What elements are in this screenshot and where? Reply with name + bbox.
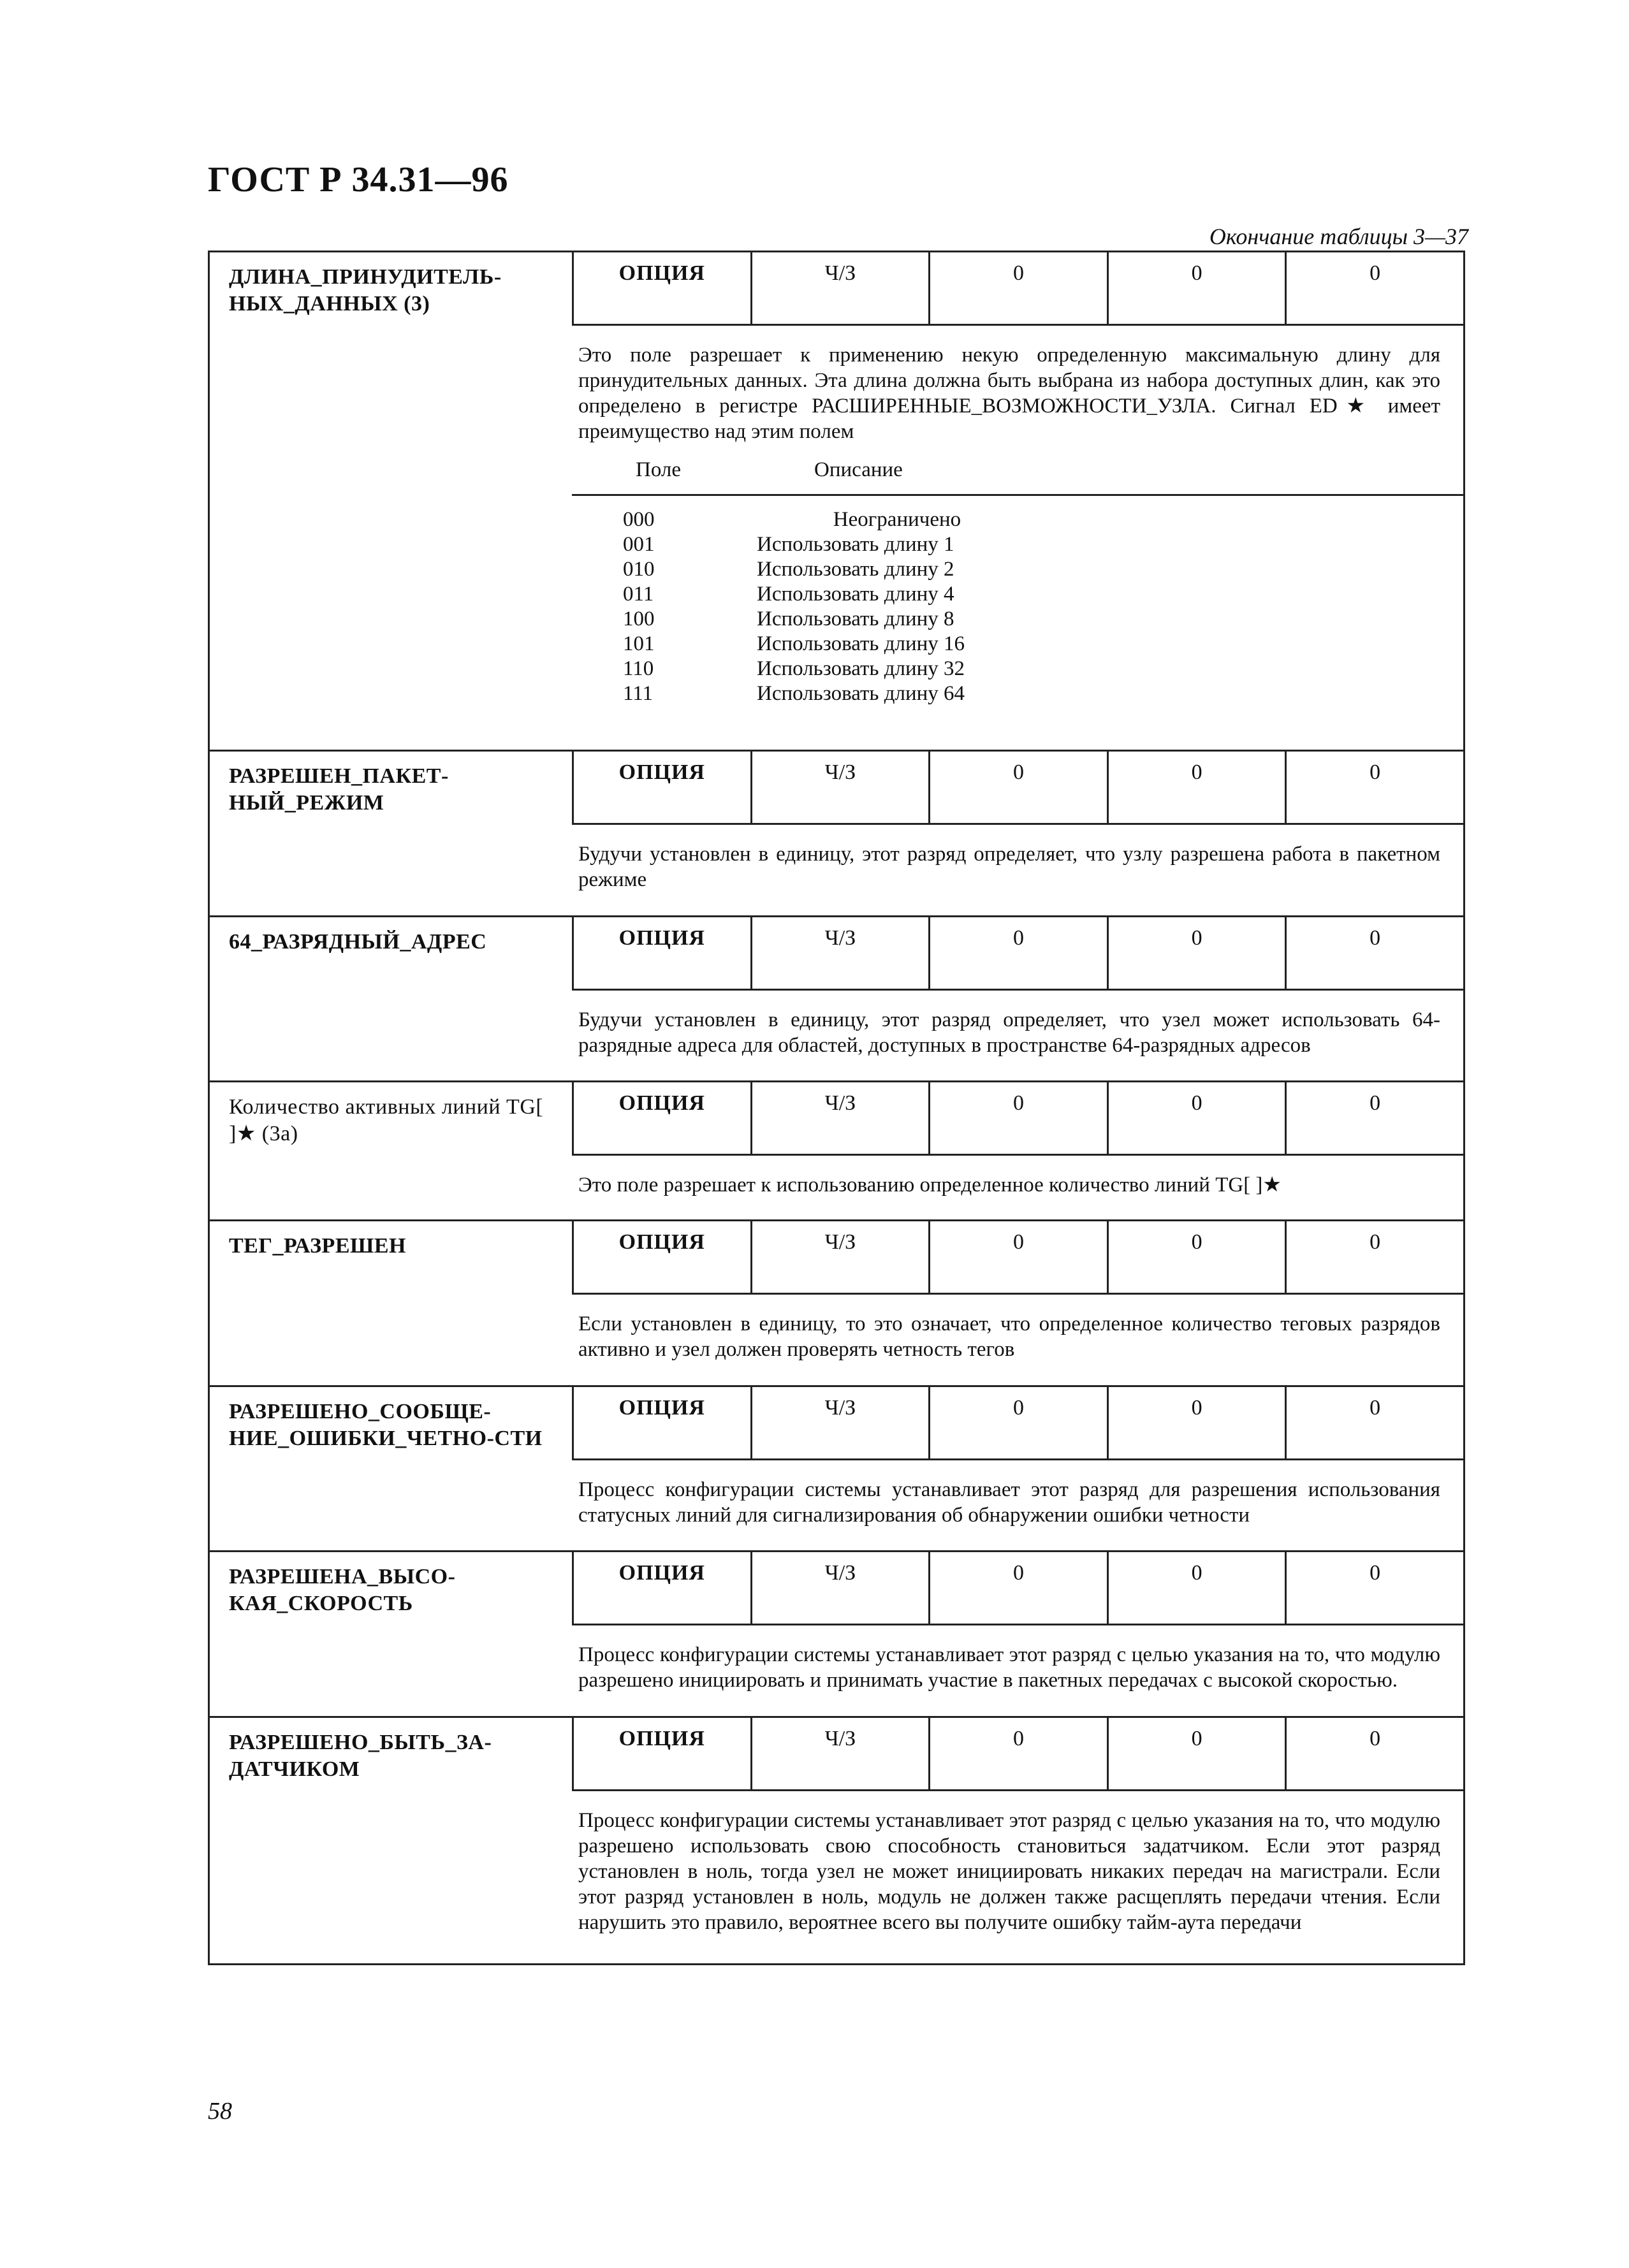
register-name: РАЗРЕШЕНА_ВЫСО-КАЯ_СКОРОСТЬ [209, 1552, 573, 1717]
code-value: 010 [623, 558, 655, 581]
register-description-text: Процесс конфигурации системы устанавливает этот разряд с целью указания на то, что модулю разрешено использовать свою способность становиться задатчиком. Если этот разряд установлен в ноль, тогда узел не может инициировать никаких передач на магистрали. Если этот разряд установлен в ноль, модуль не должен также расщеплять передачи чтения. Если нарушить это правило, вероятнее всего вы получите ошибку тайм-аута передачи [578, 1809, 1440, 1935]
code-meaning: Использовать длину 16 [757, 632, 965, 655]
register-type: ОПЦИЯ [574, 1221, 752, 1293]
code-table-row [578, 681, 1440, 706]
code-table-row [578, 582, 1440, 607]
register-type: ОПЦИЯ [574, 1082, 752, 1154]
register-type: ОПЦИЯ [574, 917, 752, 989]
register-access: Ч/З [752, 1552, 931, 1624]
register-access: Ч/З [752, 252, 931, 324]
register-value-3: 0 [1370, 926, 1381, 950]
register-body [572, 1220, 1465, 1386]
register-value-3: 0 [1370, 760, 1381, 784]
register-access: Ч/З [752, 917, 931, 989]
code-table-head-code: Поле [636, 458, 682, 481]
register-value-2: 0 [1109, 1552, 1287, 1624]
code-value: 011 [623, 583, 654, 606]
register-value-2: 0 [1109, 917, 1287, 989]
code-meaning: Неограничено [833, 508, 961, 531]
register-attributes [572, 752, 1463, 825]
register-row [209, 1082, 1465, 1220]
register-value-1: 0 [930, 252, 1109, 324]
register-access: Ч/З [752, 1082, 931, 1154]
register-body [572, 750, 1465, 916]
code-table-row [578, 557, 1440, 582]
code-table-row [578, 507, 1440, 532]
register-name: ДЛИНА_ПРИНУДИТЕЛЬ-НЫХ_ДАННЫХ (3) [209, 252, 573, 751]
register-row [209, 750, 1465, 916]
register-type: ОПЦИЯ [574, 252, 752, 324]
register-description-text: Процесс конфигурации системы устанавливает этот разряд для разрешения использования статусных линий для сигнализирования об обнаружении ошибки четности [578, 1478, 1440, 1527]
register-row [209, 1220, 1465, 1386]
register-attributes [572, 1082, 1463, 1156]
register-value-2: 0 [1109, 1387, 1287, 1458]
register-access: Ч/З [752, 1221, 931, 1293]
table-continuation-caption: Окончание таблицы 3—37 [1209, 224, 1468, 249]
code-value: 000 [623, 508, 655, 531]
code-meaning: Использовать длину 8 [757, 607, 954, 630]
register-description [572, 1625, 1463, 1706]
code-table-head-desc: Описание [814, 458, 903, 481]
register-value-1: 0 [930, 1387, 1109, 1458]
code-meaning: Использовать длину 2 [757, 558, 954, 581]
register-attributes [572, 1718, 1463, 1791]
register-description-text: Будучи установлен в единицу, этот разряд определяет, что узел может использовать 64-разрядные адреса для областей, доступных в пространстве 64-разрядных адресов [578, 1008, 1440, 1057]
register-description [572, 991, 1463, 1071]
register-body [572, 916, 1465, 1082]
register-value-1: 0 [930, 1552, 1109, 1624]
register-value-2: 0 [1109, 1221, 1287, 1293]
register-attributes [572, 1387, 1463, 1460]
register-name: РАЗРЕШЕН_ПАКЕТ-НЫЙ_РЕЖИМ [209, 750, 573, 916]
register-name: РАЗРЕШЕНО_БЫТЬ_ЗА-ДАТЧИКОМ [209, 1717, 573, 1965]
register-description [572, 1460, 1463, 1541]
code-value: 100 [623, 607, 655, 630]
register-value-2: 0 [1109, 1718, 1287, 1789]
register-value-3: 0 [1370, 1727, 1381, 1751]
register-description-text: Будучи установлен в единицу, этот разряд определяет, что узлу разрешена работа в пакетном режиме [578, 842, 1440, 891]
register-description [572, 326, 1463, 719]
register-type: ОПЦИЯ [574, 752, 752, 823]
register-name: 64_РАЗРЯДНЫЙ_АДРЕС [209, 916, 573, 1082]
code-value: 001 [623, 533, 655, 556]
register-value-3: 0 [1370, 1230, 1381, 1254]
register-value-1: 0 [930, 1718, 1109, 1789]
register-name: Количество активных линий TG[ ]★ (3а) [209, 1082, 573, 1220]
register-attributes [572, 1552, 1463, 1625]
register-body [572, 1717, 1465, 1965]
register-description [572, 1791, 1463, 1948]
register-access: Ч/З [752, 1387, 931, 1458]
register-body [572, 1082, 1465, 1220]
code-table-rule [572, 494, 1463, 496]
code-table-row [578, 607, 1440, 632]
code-value: 111 [623, 682, 654, 705]
register-attributes [572, 252, 1463, 326]
code-table-body [578, 507, 1440, 706]
register-value-1: 0 [930, 917, 1109, 989]
register-value-2: 0 [1109, 752, 1287, 823]
register-row [209, 1552, 1465, 1717]
register-value-3: 0 [1370, 1395, 1381, 1420]
code-table-row [578, 532, 1440, 557]
register-attributes [572, 917, 1463, 991]
register-access: Ч/З [752, 1718, 931, 1789]
code-meaning: Использовать длину 64 [757, 682, 965, 705]
code-table [578, 457, 1440, 706]
code-value: 110 [623, 657, 654, 680]
register-value-3: 0 [1370, 261, 1381, 285]
register-body [572, 252, 1465, 751]
code-meaning: Использовать длину 32 [757, 657, 965, 680]
code-value: 101 [623, 632, 655, 655]
code-table-header [578, 457, 1440, 494]
register-type: ОПЦИЯ [574, 1552, 752, 1624]
register-value-3: 0 [1370, 1561, 1381, 1585]
code-table-row [578, 632, 1440, 657]
code-meaning: Использовать длину 1 [757, 533, 954, 556]
register-access: Ч/З [752, 752, 931, 823]
register-value-2: 0 [1109, 1082, 1287, 1154]
register-row [209, 916, 1465, 1082]
code-table-row [578, 657, 1440, 681]
register-body [572, 1386, 1465, 1552]
register-attributes [572, 1221, 1463, 1295]
register-description [572, 825, 1463, 905]
register-description-text: Если установлен в единицу, то это означает, что определенное количество теговых разрядов активно и узел должен проверять четность тегов [578, 1312, 1440, 1361]
register-name: РАЗРЕШЕНО_СООБЩЕ-НИЕ_ОШИБКИ_ЧЕТНО-СТИ [209, 1386, 573, 1552]
document-header: ГОСТ Р 34.31—96 [208, 160, 509, 200]
register-description-text: Это поле разрешает к использованию определенное количество линий TG[ ]★ [578, 1174, 1282, 1197]
register-row [209, 1386, 1465, 1552]
register-type: ОПЦИЯ [574, 1718, 752, 1789]
register-value-1: 0 [930, 1082, 1109, 1154]
register-value-3: 0 [1370, 1091, 1381, 1116]
register-table [208, 251, 1465, 1965]
register-name: ТЕГ_РАЗРЕШЕН [209, 1220, 573, 1386]
register-description [572, 1156, 1463, 1210]
register-description [572, 1295, 1463, 1375]
page-number: 58 [208, 2098, 232, 2125]
register-value-2: 0 [1109, 252, 1287, 324]
register-body [572, 1552, 1465, 1717]
register-value-1: 0 [930, 1221, 1109, 1293]
register-value-1: 0 [930, 752, 1109, 823]
register-description-text: Это поле разрешает к применению некую определенную максимальную длину для принудительных данных. Эта длина должна быть выбрана из набора доступных длин, как это определено в регистре РАСШИРЕННЫЕ_ВОЗМОЖНОСТИ_УЗЛА. Сигнал ED★ имеет преимущество над этим полем [578, 344, 1440, 443]
register-type: ОПЦИЯ [574, 1387, 752, 1458]
register-description-text: Процесс конфигурации системы устанавливает этот разряд с целью указания на то, что модулю разрешено инициировать и принимать участие в пакетных передачах с высокой скоростью. [578, 1643, 1440, 1692]
register-row [209, 252, 1465, 751]
code-meaning: Использовать длину 4 [757, 583, 954, 606]
register-row [209, 1717, 1465, 1965]
